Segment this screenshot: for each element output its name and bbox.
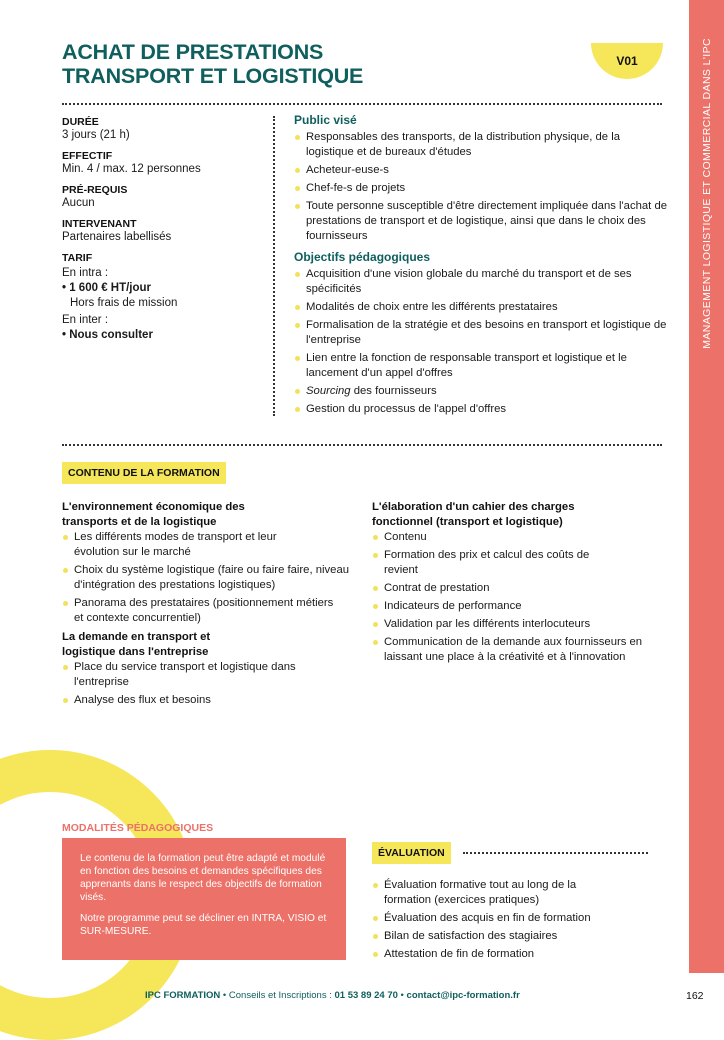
list-item: Gestion du processus de l'appel d'offres [294,402,669,417]
objectifs-list [294,267,669,417]
list-item: Chef-fe-s de projets [294,181,669,196]
evaluation-header [372,842,672,864]
divider-top [62,103,662,105]
list-item: Acquisition d'une vision globale du marché du transport et de ses spécificités [294,267,669,297]
list-item: Modalités de choix entre les différents prestataires [294,300,669,315]
list-item: Place du service transport et logistique dans l'entreprise [62,660,314,690]
intra-label: En intra : [62,267,109,279]
divider-vertical [273,116,275,416]
duree-value: 3 jours (21 h) [62,129,130,141]
intra-note: Hors frais de mission [70,297,178,309]
footer-text: Conseils et Inscriptions : [228,990,335,1001]
page-title [62,40,363,88]
contenu-col-right [372,500,672,668]
tarif-label: TARIF [62,252,93,264]
list-item: Attestation de fin de formation [372,947,672,962]
contenu-col-left [62,500,362,711]
side-band-text: MANAGEMENT LOGISTIQUE ET COMMERCIAL DANS L'IPC [700,38,713,349]
page-number: 162 [686,990,704,1002]
list-item: Toute personne susceptible d'être directement impliquée dans l'achat de prestations de transport et de logistique, ainsi que dans le choix des fournisseurs [294,199,669,244]
prerequis-label: PRÉ-REQUIS [62,184,128,196]
objectifs-heading: Objectifs pédagogiques [294,250,431,264]
intervenant-value: Partenaires labellisés [62,231,172,243]
inter-label: En inter : [62,314,109,326]
list-item: Indicateurs de performance [372,599,672,614]
version-badge-label: V01 [616,54,638,68]
footer-separator: • [220,990,229,1001]
modalites-box [62,838,346,960]
side-band-label [689,0,724,360]
list-item: Contrat de prestation [372,581,672,596]
modalites-heading: MODALITÉS PÉDAGOGIQUES [62,822,214,834]
section-list [62,660,362,708]
section-list [372,530,672,665]
list-item: Validation par les différents interlocuteurs [372,617,672,632]
list-item: Bilan de satisfaction des stagiaires [372,929,672,944]
public-objectifs [294,113,669,420]
list-item: Panorama des prestataires (positionnement métiers et contexte concurrentiel) [62,596,344,626]
footer-phone: 01 53 89 24 70 [334,990,398,1001]
section-list [62,530,362,626]
section-heading: La demande en transport et logistique dans l'entreprise [62,631,211,658]
list-item: Les différents modes de transport et leur évolution sur le marché [62,530,289,560]
evaluation-section [372,842,672,965]
intra-price: • 1 600 € HT/jour [62,282,152,294]
evaluation-divider [463,852,648,854]
public-heading: Public visé [294,113,357,127]
list-item: Évaluation des acquis en fin de formation [372,911,672,926]
contenu-tag-label: CONTENU DE LA FORMATION [62,462,226,484]
effectif-value: Min. 4 / max. 12 personnes [62,163,201,175]
list-item: Responsables des transports, de la distribution physique, de la logistique et de bureaux d'études [294,130,669,160]
info-panel [62,116,262,343]
section-heading: L'élaboration d'un cahier des charges fonctionnel (transport et logistique) [372,501,575,528]
intervenant-label: INTERVENANT [62,218,137,230]
list-item: Analyse des flux et besoins [62,693,362,708]
footer [145,990,520,1001]
list-item: Choix du système logistique (faire ou faire faire, niveau d'intégration des prestations logistiques) [62,563,362,593]
list-item: Communication de la demande aux fournisseurs en laissant une place à la créativité et à l'innovation [372,635,672,665]
footer-brand: IPC FORMATION [145,990,221,1001]
footer-separator: • [397,990,407,1001]
prerequis-value: Aucun [62,197,95,209]
effectif-label: EFFECTIF [62,150,113,162]
title-line-1: ACHAT DE PRESTATIONS [62,40,324,64]
evaluation-tag: ÉVALUATION [372,842,451,864]
list-item: Évaluation formative tout au long de la formation (exercices pratiques) [372,878,614,908]
list-item: Formation des prix et calcul des coûts de revient [372,548,594,578]
inter-value: • Nous consulter [62,329,153,341]
evaluation-list [372,878,672,962]
sourcing-italic: Sourcing [306,385,351,397]
list-item: Contenu [372,530,672,545]
list-item: Lien entre la fonction de responsable transport et logistique et le lancement d'un appel d'offres [294,351,669,381]
divider-middle [62,444,662,446]
contenu-tag [62,462,226,484]
list-item: Formalisation de la stratégie et des besoins en transport et logistique de l'entreprise [294,318,669,348]
duree-label: DURÉE [62,116,99,128]
version-badge [591,43,663,79]
footer-email[interactable]: contact@ipc-formation.fr [406,990,520,1001]
list-item: Acheteur-euse-s [294,163,669,178]
list-item [294,384,669,399]
modalites-paragraph-1: Le contenu de la formation peut être adapté et modulé en fonction des besoins et demandes spécifiques des apprenants dans le respect des objectifs de formation visés. [80,853,326,903]
section-heading: L'environnement économique des transports et de la logistique [62,501,245,528]
public-list [294,130,669,244]
title-line-2: TRANSPORT ET LOGISTIQUE [62,64,364,88]
modalites-paragraph-2: Notre programme peut se décliner en INTRA, VISIO et SUR-MESURE. [80,913,327,937]
sourcing-rest: des fournisseurs [350,385,437,397]
